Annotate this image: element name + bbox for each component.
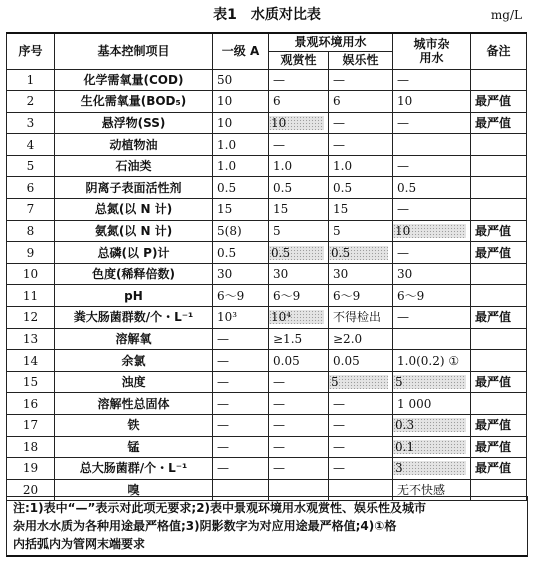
footnote: 注:1)表中“—”表示对此项无要求;2)表中景观环境用水观赏性、娱乐性及城市 杂用水水质为各种用途最严格值;3)阴影数字为对应用途最严格值;4)①格 内括弧内为管网末端要求 (6, 496, 528, 557)
row-number: 17 (7, 415, 55, 437)
row-item: pH (55, 285, 213, 307)
table-row (7, 199, 527, 221)
value-urban: — (393, 69, 471, 91)
value-grade-a: — (213, 458, 269, 480)
value-ornamental: — (269, 371, 329, 393)
table-row (7, 371, 527, 393)
value-urban: 10 (393, 91, 471, 113)
shaded-strictest-value: 0.5 (329, 246, 388, 260)
row-note (471, 199, 527, 221)
row-item: 动植物油 (55, 134, 213, 156)
value-urban: 6～9 (393, 285, 471, 307)
row-note (471, 69, 527, 91)
value-urban: — (393, 199, 471, 221)
row-note: 最严值 (471, 220, 527, 242)
row-note (471, 393, 527, 415)
water-quality-table (6, 32, 527, 501)
value-grade-a: — (213, 436, 269, 458)
row-note (471, 285, 527, 307)
row-note: 最严值 (471, 436, 527, 458)
value-grade-a: — (213, 350, 269, 372)
row-number: 6 (7, 177, 55, 199)
row-item: 余氯 (55, 350, 213, 372)
row-item: 浊度 (55, 371, 213, 393)
row-item: 石油类 (55, 155, 213, 177)
value-recreational: 不得检出 (329, 307, 393, 329)
row-number: 20 (7, 479, 55, 501)
value-grade-a: — (213, 371, 269, 393)
value-grade-a: 6～9 (213, 285, 269, 307)
row-number: 9 (7, 242, 55, 264)
row-note (471, 155, 527, 177)
value-recreational: 1.0 (329, 155, 393, 177)
row-note: 最严值 (471, 307, 527, 329)
value-urban (393, 458, 471, 480)
value-recreational: — (329, 134, 393, 156)
table-row (7, 91, 527, 113)
row-item: 溶解性总固体 (55, 393, 213, 415)
value-recreational: — (329, 415, 393, 437)
row-number: 13 (7, 328, 55, 350)
shaded-strictest-value: 0.5 (269, 246, 324, 260)
row-number: 5 (7, 155, 55, 177)
row-note: 最严值 (471, 242, 527, 264)
table-row (7, 415, 527, 437)
value-grade-a: 5(8) (213, 220, 269, 242)
table-row (7, 436, 527, 458)
shaded-strictest-value: 5 (393, 375, 466, 389)
value-grade-a: 0.5 (213, 242, 269, 264)
value-ornamental (269, 242, 329, 264)
table-row (7, 328, 527, 350)
table-row (7, 350, 527, 372)
row-number: 12 (7, 307, 55, 329)
row-number: 7 (7, 199, 55, 221)
value-urban: 无不快感 (393, 479, 471, 501)
value-ornamental: 6 (269, 91, 329, 113)
table-row (7, 458, 527, 480)
value-recreational: — (329, 393, 393, 415)
table-row (7, 285, 527, 307)
table-row (7, 112, 527, 134)
value-urban: — (393, 307, 471, 329)
unit-label: mg/L (490, 8, 522, 22)
value-ornamental: 0.05 (269, 350, 329, 372)
value-grade-a: 15 (213, 199, 269, 221)
row-item: 嗅 (55, 479, 213, 501)
row-number: 8 (7, 220, 55, 242)
value-urban: 30 (393, 263, 471, 285)
value-recreational: 0.05 (329, 350, 393, 372)
value-grade-a: — (213, 328, 269, 350)
row-number: 10 (7, 263, 55, 285)
row-number: 14 (7, 350, 55, 372)
value-urban (393, 220, 471, 242)
value-grade-a: 10³ (213, 307, 269, 329)
header-item: 基本控制项目 (55, 33, 213, 69)
row-item: 总大肠菌群/个・L⁻¹ (55, 458, 213, 480)
value-ornamental: — (269, 393, 329, 415)
row-note: 最严值 (471, 112, 527, 134)
row-item: 总磷(以 P)计 (55, 242, 213, 264)
value-recreational: 0.5 (329, 177, 393, 199)
row-item: 锰 (55, 436, 213, 458)
row-number: 19 (7, 458, 55, 480)
value-ornamental (269, 307, 329, 329)
value-recreational: 6～9 (329, 285, 393, 307)
row-note (471, 134, 527, 156)
row-item: 阴离子表面活性剂 (55, 177, 213, 199)
table-row (7, 177, 527, 199)
row-number: 16 (7, 393, 55, 415)
value-recreational: — (329, 436, 393, 458)
value-recreational (329, 371, 393, 393)
title-row (0, 4, 534, 26)
value-recreational: 30 (329, 263, 393, 285)
table-row (7, 134, 527, 156)
value-ornamental (269, 112, 329, 134)
value-recreational: — (329, 112, 393, 134)
header-no: 序号 (7, 33, 55, 69)
value-grade-a: 10 (213, 91, 269, 113)
value-recreational: 6 (329, 91, 393, 113)
table-row (7, 220, 527, 242)
table-row (7, 393, 527, 415)
row-note: 最严值 (471, 415, 527, 437)
shaded-strictest-value: 0.1 (393, 440, 466, 454)
value-ornamental: — (269, 458, 329, 480)
row-item: 悬浮物(SS) (55, 112, 213, 134)
shaded-strictest-value: 10 (393, 224, 466, 238)
shaded-strictest-value: 10 (269, 116, 324, 130)
row-item: 化学需氧量(COD) (55, 69, 213, 91)
value-urban (393, 436, 471, 458)
table-row (7, 263, 527, 285)
value-recreational (329, 242, 393, 264)
row-note: 最严值 (471, 371, 527, 393)
value-grade-a: — (213, 415, 269, 437)
row-item: 铁 (55, 415, 213, 437)
value-grade-a: 0.5 (213, 177, 269, 199)
value-ornamental: — (269, 134, 329, 156)
row-note (471, 263, 527, 285)
value-urban (393, 371, 471, 393)
value-recreational: — (329, 69, 393, 91)
value-grade-a: 10 (213, 112, 269, 134)
value-ornamental: — (269, 415, 329, 437)
row-item: 溶解氧 (55, 328, 213, 350)
header-urban: 城市杂 用水 (393, 33, 471, 69)
header-recreational: 娱乐性 (329, 51, 393, 69)
value-urban: 1.0(0.2) ① (393, 350, 471, 372)
value-urban: — (393, 155, 471, 177)
row-item: 粪大肠菌群数/个・L⁻¹ (55, 307, 213, 329)
row-note (471, 350, 527, 372)
value-ornamental: 15 (269, 199, 329, 221)
value-ornamental: 1.0 (269, 155, 329, 177)
row-number: 3 (7, 112, 55, 134)
value-grade-a: 1.0 (213, 134, 269, 156)
value-ornamental: 6～9 (269, 285, 329, 307)
value-ornamental: — (269, 436, 329, 458)
shaded-strictest-value: 0.3 (393, 418, 466, 432)
row-note (471, 177, 527, 199)
row-note (471, 328, 527, 350)
row-number: 4 (7, 134, 55, 156)
value-grade-a: 1.0 (213, 155, 269, 177)
row-note: 最严值 (471, 91, 527, 113)
value-ornamental: 5 (269, 220, 329, 242)
table-title: 表1 水质对比表 (213, 7, 321, 23)
value-recreational: — (329, 458, 393, 480)
table-row (7, 69, 527, 91)
table-row (7, 307, 527, 329)
value-urban (393, 134, 471, 156)
row-number: 18 (7, 436, 55, 458)
table-body (7, 69, 527, 501)
value-ornamental: ≥1.5 (269, 328, 329, 350)
row-item: 氨氮(以 N 计) (55, 220, 213, 242)
value-recreational: 15 (329, 199, 393, 221)
shaded-strictest-value: 5 (329, 375, 388, 389)
table-row (7, 155, 527, 177)
header-note: 备注 (471, 33, 527, 69)
value-ornamental: — (269, 69, 329, 91)
row-item: 色度(稀释倍数) (55, 263, 213, 285)
header-ornamental: 观赏性 (269, 51, 329, 69)
row-number: 1 (7, 69, 55, 91)
value-urban: — (393, 112, 471, 134)
value-ornamental: 0.5 (269, 177, 329, 199)
row-number: 2 (7, 91, 55, 113)
row-number: 11 (7, 285, 55, 307)
value-urban: 1 000 (393, 393, 471, 415)
value-grade-a: — (213, 393, 269, 415)
value-urban: — (393, 242, 471, 264)
table-row (7, 242, 527, 264)
row-note: 最严值 (471, 458, 527, 480)
row-item: 生化需氧量(BOD₅) (55, 91, 213, 113)
header-landscape: 景观环境用水 (269, 33, 393, 51)
shaded-strictest-value: 3 (393, 461, 466, 475)
value-recreational: ≥2.0 (329, 328, 393, 350)
value-urban (393, 328, 471, 350)
value-recreational: 5 (329, 220, 393, 242)
row-item: 总氮(以 N 计) (55, 199, 213, 221)
header-grade-a: 一级 A (213, 33, 269, 69)
value-grade-a: 30 (213, 263, 269, 285)
value-urban (393, 415, 471, 437)
value-ornamental: 30 (269, 263, 329, 285)
shaded-strictest-value: 10⁴ (269, 310, 324, 324)
value-grade-a: 50 (213, 69, 269, 91)
row-number: 15 (7, 371, 55, 393)
value-urban: 0.5 (393, 177, 471, 199)
